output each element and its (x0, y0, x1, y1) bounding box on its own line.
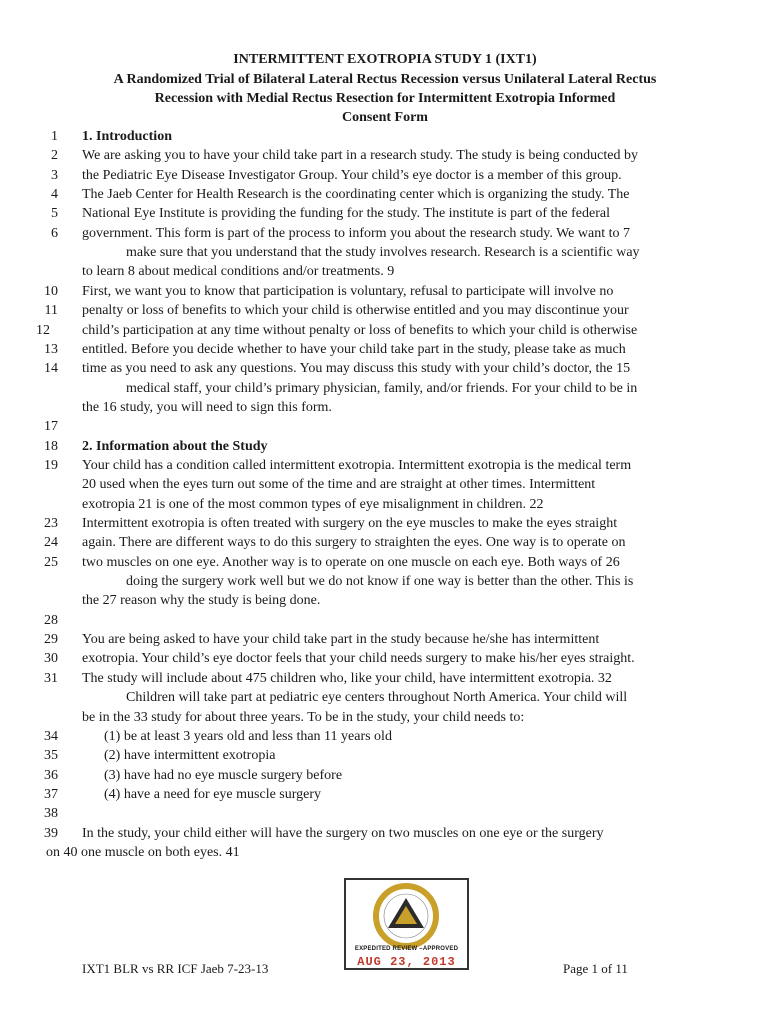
body-text-line: the Pediatric Eye Disease Investigator Group. Your child’s eye doctor is a member of this group. (82, 167, 622, 183)
line-number: 1 (51, 129, 58, 144)
body-text-line: time as you need to ask any questions. You may discuss this study with your child’s doctor, the 15 (82, 361, 631, 377)
body-text-line: The Jaeb Center for Health Research is the coordinating center which is organizing the study. The (82, 187, 630, 203)
stamp-review-label: EXPEDITED REVIEW –APPROVED (354, 946, 459, 952)
line-number: 31 (44, 670, 58, 686)
line-number: 36 (44, 767, 58, 783)
line-number: 19 (44, 457, 58, 473)
body-text-line: You are being asked to have your child take part in the study because he/she has intermittent (82, 632, 600, 648)
body-text-line: In the study, your child either will have the surgery on two muscles on one eye or the surgery (82, 825, 604, 841)
irb-seal-icon (346, 880, 467, 950)
line-number: 24 (44, 535, 58, 551)
document-subtitle-line-1: A Randomized Trial of Bilateral Lateral Rectus Recession versus Unilateral Lateral Rectus (113, 72, 657, 87)
body-text-line: exotropia. Your child’s eye doctor feels that your child needs surgery to make his/her eyes straight. (82, 651, 635, 667)
body-text-line: (2) have intermittent exotropia (104, 748, 276, 764)
line-number: 4 (51, 187, 58, 203)
body-text-line: Children will take part at pediatric eye centers throughout North America. Your child will (126, 690, 628, 706)
body-text-line: make sure that you understand that the study involves research. Research is a scientific way (126, 245, 640, 261)
body-text-line: the 27 reason why the study is being done. (82, 593, 321, 609)
body-text-line: be in the 33 study for about three years. To be in the study, your child needs to: (82, 709, 525, 725)
body-text-line: Your child has a condition called intermittent exotropia. Intermittent exotropia is the medical term (82, 457, 632, 473)
document-subtitle-line-3: Consent Form (342, 110, 428, 125)
line-number: 2 (51, 148, 58, 164)
line-number: 10 (44, 283, 58, 299)
section-heading: 1. Introduction (82, 129, 172, 144)
body-text-line: 20 used when the eyes turn out some of the time and are straight at other times. Intermittent (82, 477, 596, 493)
line-number: 14 (44, 361, 58, 377)
body-text-line: entitled. Before you decide whether to have your child take part in the study, please take as much (82, 341, 626, 357)
body-text-line: Intermittent exotropia is often treated with surgery on the eye muscles to make the eyes straight (82, 516, 618, 531)
body-text-line: (3) have had no eye muscle surgery before (104, 767, 343, 783)
body-text-line: to learn 8 about medical conditions and/or treatments. 9 (82, 264, 395, 280)
body-text-line: First, we want you to know that participation is voluntary, refusal to participate will involve no (82, 283, 614, 299)
line-number: 39 (44, 825, 58, 841)
line-number: 34 (44, 728, 58, 744)
body-text-line: exotropia 21 is one of the most common types of eye misalignment in children. 22 (82, 496, 544, 512)
body-text-line: again. There are different ways to do this surgery to straighten the eyes. One way is to operate on (82, 535, 626, 551)
body-text-line: (4) have a need for eye muscle surgery (104, 786, 322, 802)
stamp-date: AUG 23, 2013 (357, 955, 456, 969)
body-text-line: on 40 one muscle on both eyes. 41 (46, 844, 240, 860)
line-number: 25 (44, 554, 58, 570)
line-number: 11 (44, 303, 58, 319)
line-number: 29 (44, 632, 58, 648)
footer-document-id: IXT1 BLR vs RR ICF Jaeb 7-23-13 (82, 961, 269, 976)
line-number: 17 (44, 419, 58, 435)
line-number: 38 (44, 806, 58, 822)
line-number: 37 (44, 786, 58, 802)
line-number: 28 (44, 612, 58, 628)
line-number: 23 (44, 516, 58, 531)
body-text-line: government. This form is part of the process to inform you about the research study. We want to 7 (82, 225, 630, 241)
body-text-line: National Eye Institute is providing the funding for the study. The institute is part of the federal (82, 206, 610, 222)
body-text-line: two muscles on one eye. Another way is to operate on one muscle on each eye. Both ways of 26 (82, 554, 620, 570)
line-number: 30 (44, 651, 58, 667)
line-number: 35 (44, 748, 58, 764)
body-text-line: (1) be at least 3 years old and less than 11 years old (104, 728, 392, 744)
line-number: 13 (44, 341, 58, 357)
irb-approval-stamp (344, 878, 469, 970)
body-text-line: We are asking you to have your child take part in a research study. The study is being conducted by (82, 148, 638, 164)
document-subtitle-line-2: Recession with Medial Rectus Resection for Intermittent Exotropia Informed (154, 91, 616, 106)
section-heading: 2. Information about the Study (82, 438, 268, 454)
footer-page-number: Page 1 of 11 (563, 961, 628, 976)
document-title: INTERMITTENT EXOTROPIA STUDY 1 (IXT1) (233, 52, 537, 67)
body-text-line: doing the surgery work well but we do not know if one way is better than the other. This is (126, 574, 634, 590)
body-text-line: child’s participation at any time without penalty or loss of benefits to which your child is otherwise (82, 322, 638, 338)
body-text-line: The study will include about 475 children who, like your child, have intermittent exotropia. 32 (82, 670, 612, 686)
line-number: 3 (51, 167, 58, 183)
line-number: 18 (44, 438, 58, 454)
body-text-line: the 16 study, you will need to sign this form. (82, 399, 332, 415)
line-number: 5 (51, 206, 58, 222)
line-number: 6 (51, 225, 58, 241)
body-text-line: penalty or loss of benefits to which your child is otherwise entitled and you may discontinue your (82, 303, 629, 319)
line-number: 12 (36, 322, 50, 338)
body-text-line: medical staff, your child’s primary physician, family, and/or friends. For your child to be in (126, 380, 638, 396)
